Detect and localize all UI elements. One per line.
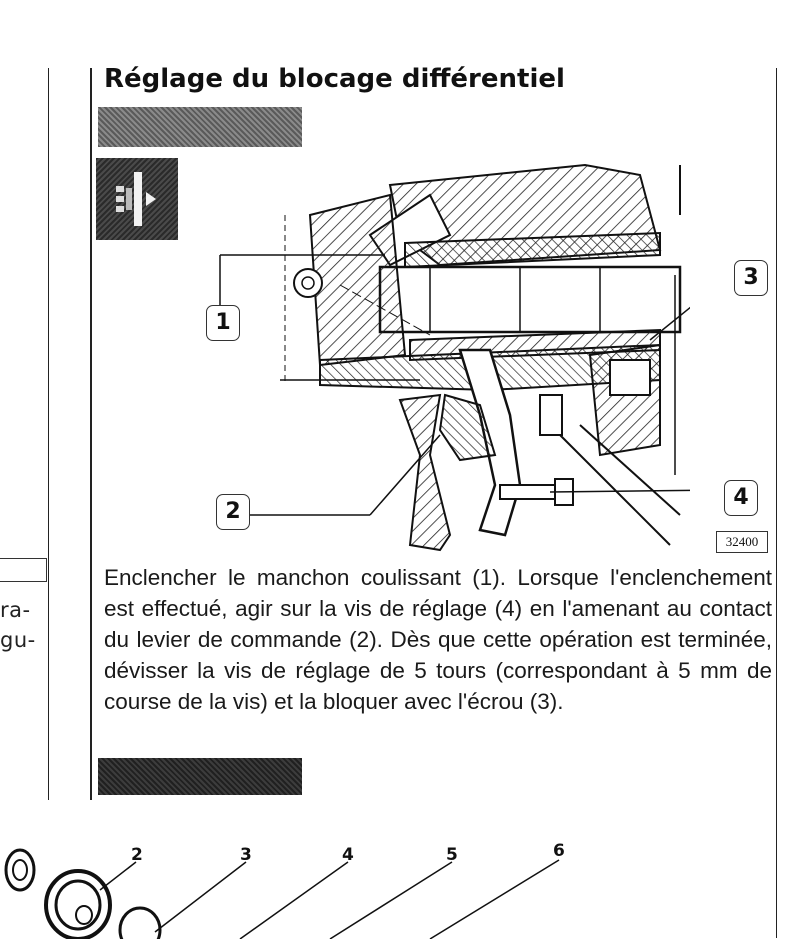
callout-label: 4 xyxy=(724,480,758,516)
figure-number: 32400 xyxy=(716,531,768,553)
right-margin-rule xyxy=(776,68,777,938)
left-column-rule xyxy=(48,68,49,800)
adjustment-tool-icon xyxy=(96,158,178,240)
parts-exploded-diagram xyxy=(0,820,600,939)
part-number: 4 xyxy=(342,845,354,865)
callout-label: 3 xyxy=(734,260,768,296)
section-header-bar xyxy=(98,107,302,147)
left-column-fragment: ra- xyxy=(0,598,31,622)
part-number: 5 xyxy=(446,845,458,865)
page-title: Réglage du blocage différentiel xyxy=(104,64,565,94)
part-number: 6 xyxy=(553,841,565,861)
part-number: 3 xyxy=(240,845,252,865)
left-column-box xyxy=(0,558,47,582)
column-divider-rule xyxy=(90,68,92,800)
instruction-text: Enclencher le manchon coulissant (1). Lorsque l'enclenchement est effectué, agir sur la vis de réglage (4) en l'amenant au contact du levier de commande (2). Dès que cette opération est terminée, dévisser la vis de réglage de 5 tours (correspondant à 5 mm de course de la vis) et la bloquer avec l'écrou (3). xyxy=(104,565,772,714)
callout-label: 1 xyxy=(206,305,240,341)
section-header-bar xyxy=(98,758,302,795)
differential-lock-diagram xyxy=(190,155,690,555)
left-column-fragment: gu- xyxy=(0,628,36,652)
part-number: 2 xyxy=(131,845,143,865)
callout-label: 2 xyxy=(216,494,250,530)
